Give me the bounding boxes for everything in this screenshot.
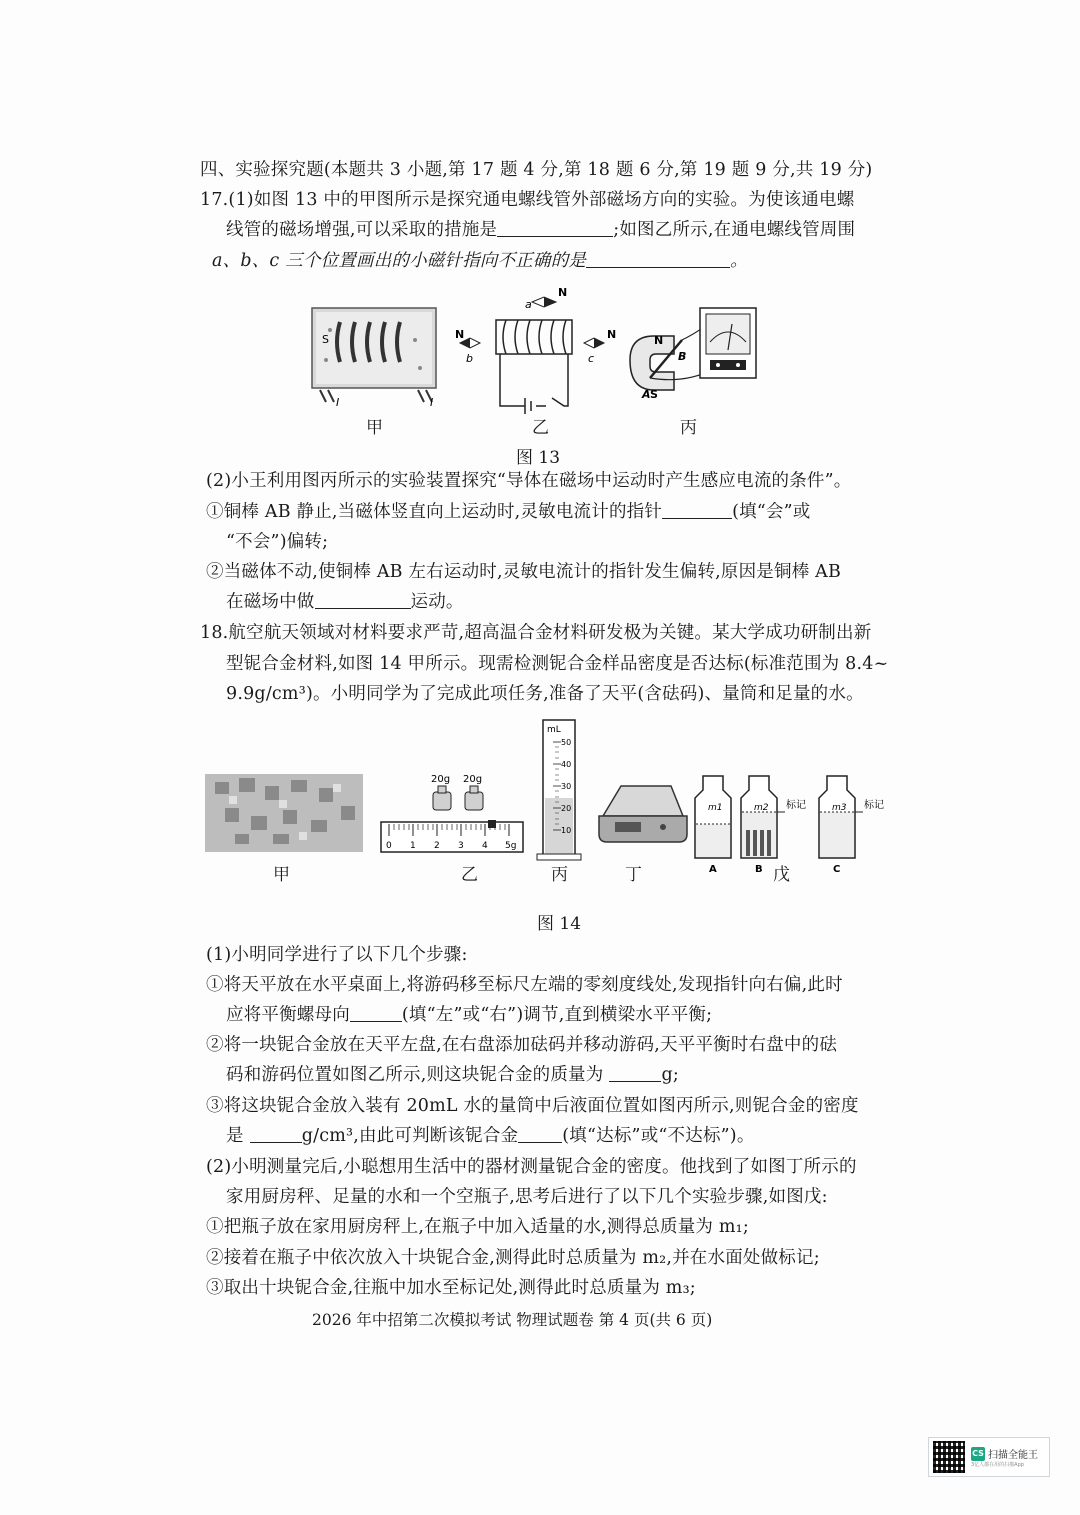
figure-14: [195, 712, 895, 882]
fig14-bing-graduated-cylinder: [537, 720, 581, 860]
bottle-b-mark-label: 标记: [786, 800, 806, 811]
answer-blank[interactable]: [518, 1124, 562, 1143]
fig13-S-label-magnet: S: [650, 388, 658, 401]
watermark-title: 扫描全能王: [988, 1450, 1038, 1461]
q17-part2-item2: ②当磁体不动,使铜棒 AB 左右运动时,灵敏电流计的指针发生偏转,原因是铜棒 AB: [206, 562, 842, 582]
answer-blank[interactable]: [609, 1063, 661, 1082]
cylinder-tick-10: 10: [561, 826, 572, 835]
ruler-tick-1: 1: [410, 841, 416, 851]
qr-code-icon: [933, 1441, 965, 1473]
fig14-weight-label-1: 20g: [431, 774, 451, 785]
answer-blank[interactable]: [586, 249, 730, 268]
fig14-label-jia: 甲: [273, 865, 290, 885]
q17-line2-text-a: 线管的磁场增强,可以采取的措施是: [226, 220, 498, 240]
q18-part2-line1: (2)小明测量完后,小聪想用生活中的器材测量铌合金的密度。他找到了如图丁所示的: [206, 1157, 857, 1177]
q18-part1-step2-cont: [226, 1063, 679, 1087]
q18-part1-intro: (1)小明同学进行了以下几个步骤:: [206, 945, 468, 965]
bottle-a-label: A: [709, 864, 717, 875]
q17-line2: [226, 218, 855, 242]
q18-part1-step2: ②将一块铌合金放在天平左盘,在右盘添加砝码并移动游码,天平平衡时右盘中的砝: [206, 1035, 838, 1055]
fig13-jia-solenoid-photo: [312, 308, 436, 402]
q18-part1-step1-cont: [226, 1003, 712, 1027]
fig14-weight-label-2: 20g: [463, 774, 483, 785]
answer-blank[interactable]: [250, 1124, 302, 1143]
q17-part2-intro: (2)小王利用图丙所示的实验装置探究“导体在磁场中运动时产生感应电流的条件”。: [206, 471, 852, 491]
fig13-label-bing: 丙: [680, 418, 697, 438]
fig13-N-label-b: N: [455, 328, 465, 341]
answer-blank[interactable]: [350, 1003, 402, 1022]
fig13-I-label-left: I: [336, 396, 340, 409]
q18-s1-2-text-a: 码和游码位置如图乙所示,则这块铌合金的质量为: [226, 1065, 604, 1085]
page-footer: 2026 年中招第二次模拟考试 物理试题卷 第 4 页(共 6 页): [312, 1311, 713, 1329]
cylinder-tick-50: 50: [561, 738, 572, 747]
fig14-ding-kitchen-scale: [599, 786, 687, 842]
bottle-c-label: C: [833, 864, 841, 875]
fig13-b-label: b: [466, 352, 473, 365]
q17-line2-text-b: ;如图乙所示,在通电螺线管周围: [613, 220, 856, 240]
fig14-caption: 图 14: [537, 914, 582, 934]
fig13-N-label-c: N: [607, 328, 617, 341]
fig13-label-yi: 乙: [532, 418, 549, 438]
q18-line1: 18.航空航天领域对材料要求严苛,超高温合金材料研发极为关键。某大学成功研制出新: [200, 623, 872, 643]
q18-line3: 9.9g/cm³)。小明同学为了完成此项任务,准备了天平(含砝码)、量筒和足量的水。: [226, 684, 864, 704]
answer-blank[interactable]: [497, 218, 613, 237]
ruler-tick-3: 3: [458, 841, 464, 851]
answer-blank[interactable]: [662, 500, 732, 519]
q17-line3-text-b: 。: [730, 251, 748, 271]
q17-line3: [212, 249, 748, 273]
fig14-jia-alloy-photo: [205, 774, 363, 852]
fig13-N-label-magnet: N: [654, 334, 664, 347]
answer-blank[interactable]: [315, 590, 411, 609]
fig13-yi-solenoid-circuit: [460, 297, 604, 414]
section-header: 四、实验探究题(本题共 3 小题,第 17 题 4 分,第 18 题 6 分,第 19 题 9 分,共 19 分): [200, 160, 873, 180]
q18-s1-3-text-b: g/cm³,由此可判断该铌合金: [301, 1126, 519, 1146]
q17-part2-item1: [206, 500, 810, 524]
q18-part1-step3: ③将这块铌合金放入装有 20mL 水的量筒中后液面位置如图丙所示,则铌合金的密度: [206, 1096, 859, 1116]
ruler-tick-5g: 5g: [505, 841, 517, 851]
q17-p2-2-text-b: 运动。: [410, 592, 464, 612]
q18-s1-3-text-a: 是: [226, 1126, 244, 1146]
q17-part2-item2-cont: [226, 590, 464, 614]
scanner-watermark: [928, 1437, 1050, 1477]
watermark-text: [971, 1446, 1038, 1468]
bottle-a: [695, 776, 731, 858]
bottle-b-label: B: [755, 864, 763, 875]
fig13-S-label: S: [322, 333, 329, 346]
camscanner-logo-icon: CS: [971, 1447, 985, 1461]
ruler-tick-2: 2: [434, 841, 440, 851]
watermark-subtitle: 3亿人都在用的扫描App: [971, 1462, 1024, 1468]
fig14-yi-weights-and-ruler: [381, 786, 523, 852]
fig14-label-wu: 戊: [773, 865, 790, 885]
cylinder-unit: mL: [547, 725, 561, 735]
fig14-label-yi: 乙: [461, 865, 478, 885]
fig14-wu-bottles: [695, 776, 863, 858]
fig14-label-ding: 丁: [625, 865, 642, 885]
cylinder-tick-30: 30: [561, 782, 572, 791]
q18-s1-3-text-c: (填“达标”或“不达标”)。: [562, 1126, 755, 1146]
cylinder-tick-40: 40: [561, 760, 572, 769]
fig13-caption: 图 13: [516, 448, 561, 468]
bottle-c-mark-label: 标记: [864, 800, 884, 811]
fig13-bing-induction-apparatus: [630, 308, 756, 390]
q17-line1: 17.(1)如图 13 中的甲图所示是探究通电螺线管外部磁场方向的实验。为使该通电螺: [200, 190, 855, 210]
q18-part2-step1: ①把瓶子放在家用厨房秤上,在瓶子中加入适量的水,测得总质量为 m₁;: [206, 1217, 749, 1237]
q18-s1-2-text-b: g;: [661, 1065, 679, 1085]
bottle-b: [741, 776, 785, 858]
fig13-A-label: A: [642, 388, 651, 401]
bottle-a-mass: m1: [708, 803, 723, 813]
q18-line2: 型铌合金材料,如图 14 甲所示。现需检测铌合金样品密度是否达标(标准范围为 8.4~: [226, 654, 889, 674]
ruler-tick-0: 0: [386, 841, 392, 851]
cylinder-tick-20: 20: [561, 804, 572, 813]
q18-part2-step3: ③取出十块铌合金,往瓶中加水至标记处,测得此时总质量为 m₃;: [206, 1278, 696, 1298]
q17-p2-1-text-b: (填“会”或: [732, 502, 811, 522]
q17-p2-1-text-a: ①铜棒 AB 静止,当磁体竖直向上运动时,灵敏电流计的指针: [206, 502, 663, 522]
q18-part2-line2: 家用厨房秤、足量的水和一个空瓶子,思考后进行了以下几个实验步骤,如图戊:: [226, 1187, 828, 1207]
fig13-B-label: B: [678, 350, 687, 363]
q17-line3-text-a: a、b、c 三个位置画出的小磁针指向不正确的是: [212, 251, 587, 271]
q18-part1-step1: ①将天平放在水平桌面上,将游码移至标尺左端的零刻度线处,发现指针向右偏,此时: [206, 975, 843, 995]
q17-part2-item1-cont: “不会”)偏转;: [226, 532, 329, 552]
q18-s1-1-text-a: 应将平衡螺母向: [226, 1005, 350, 1025]
fig13-c-label: c: [588, 352, 595, 365]
fig14-label-bing: 丙: [551, 865, 568, 885]
fig13-label-jia: 甲: [366, 418, 383, 438]
fig13-I-label-right: I: [430, 396, 434, 409]
q18-part1-step3-cont: [226, 1124, 755, 1148]
bottle-c: [819, 776, 863, 858]
q17-p2-2-text-a: 在磁场中做: [226, 592, 315, 612]
fig13-N-label-a: N: [558, 286, 568, 299]
fig13-a-label: a: [525, 298, 532, 311]
q18-part2-step2: ②接着在瓶子中依次放入十块铌合金,测得此时总质量为 m₂,并在水面处做标记;: [206, 1248, 820, 1268]
ruler-tick-4: 4: [482, 841, 488, 851]
q18-s1-1-text-b: (填“左”或“右”)调节,直到横梁水平平衡;: [401, 1005, 713, 1025]
bottle-b-mass: m2: [754, 803, 769, 813]
bottle-c-mass: m3: [832, 803, 847, 813]
